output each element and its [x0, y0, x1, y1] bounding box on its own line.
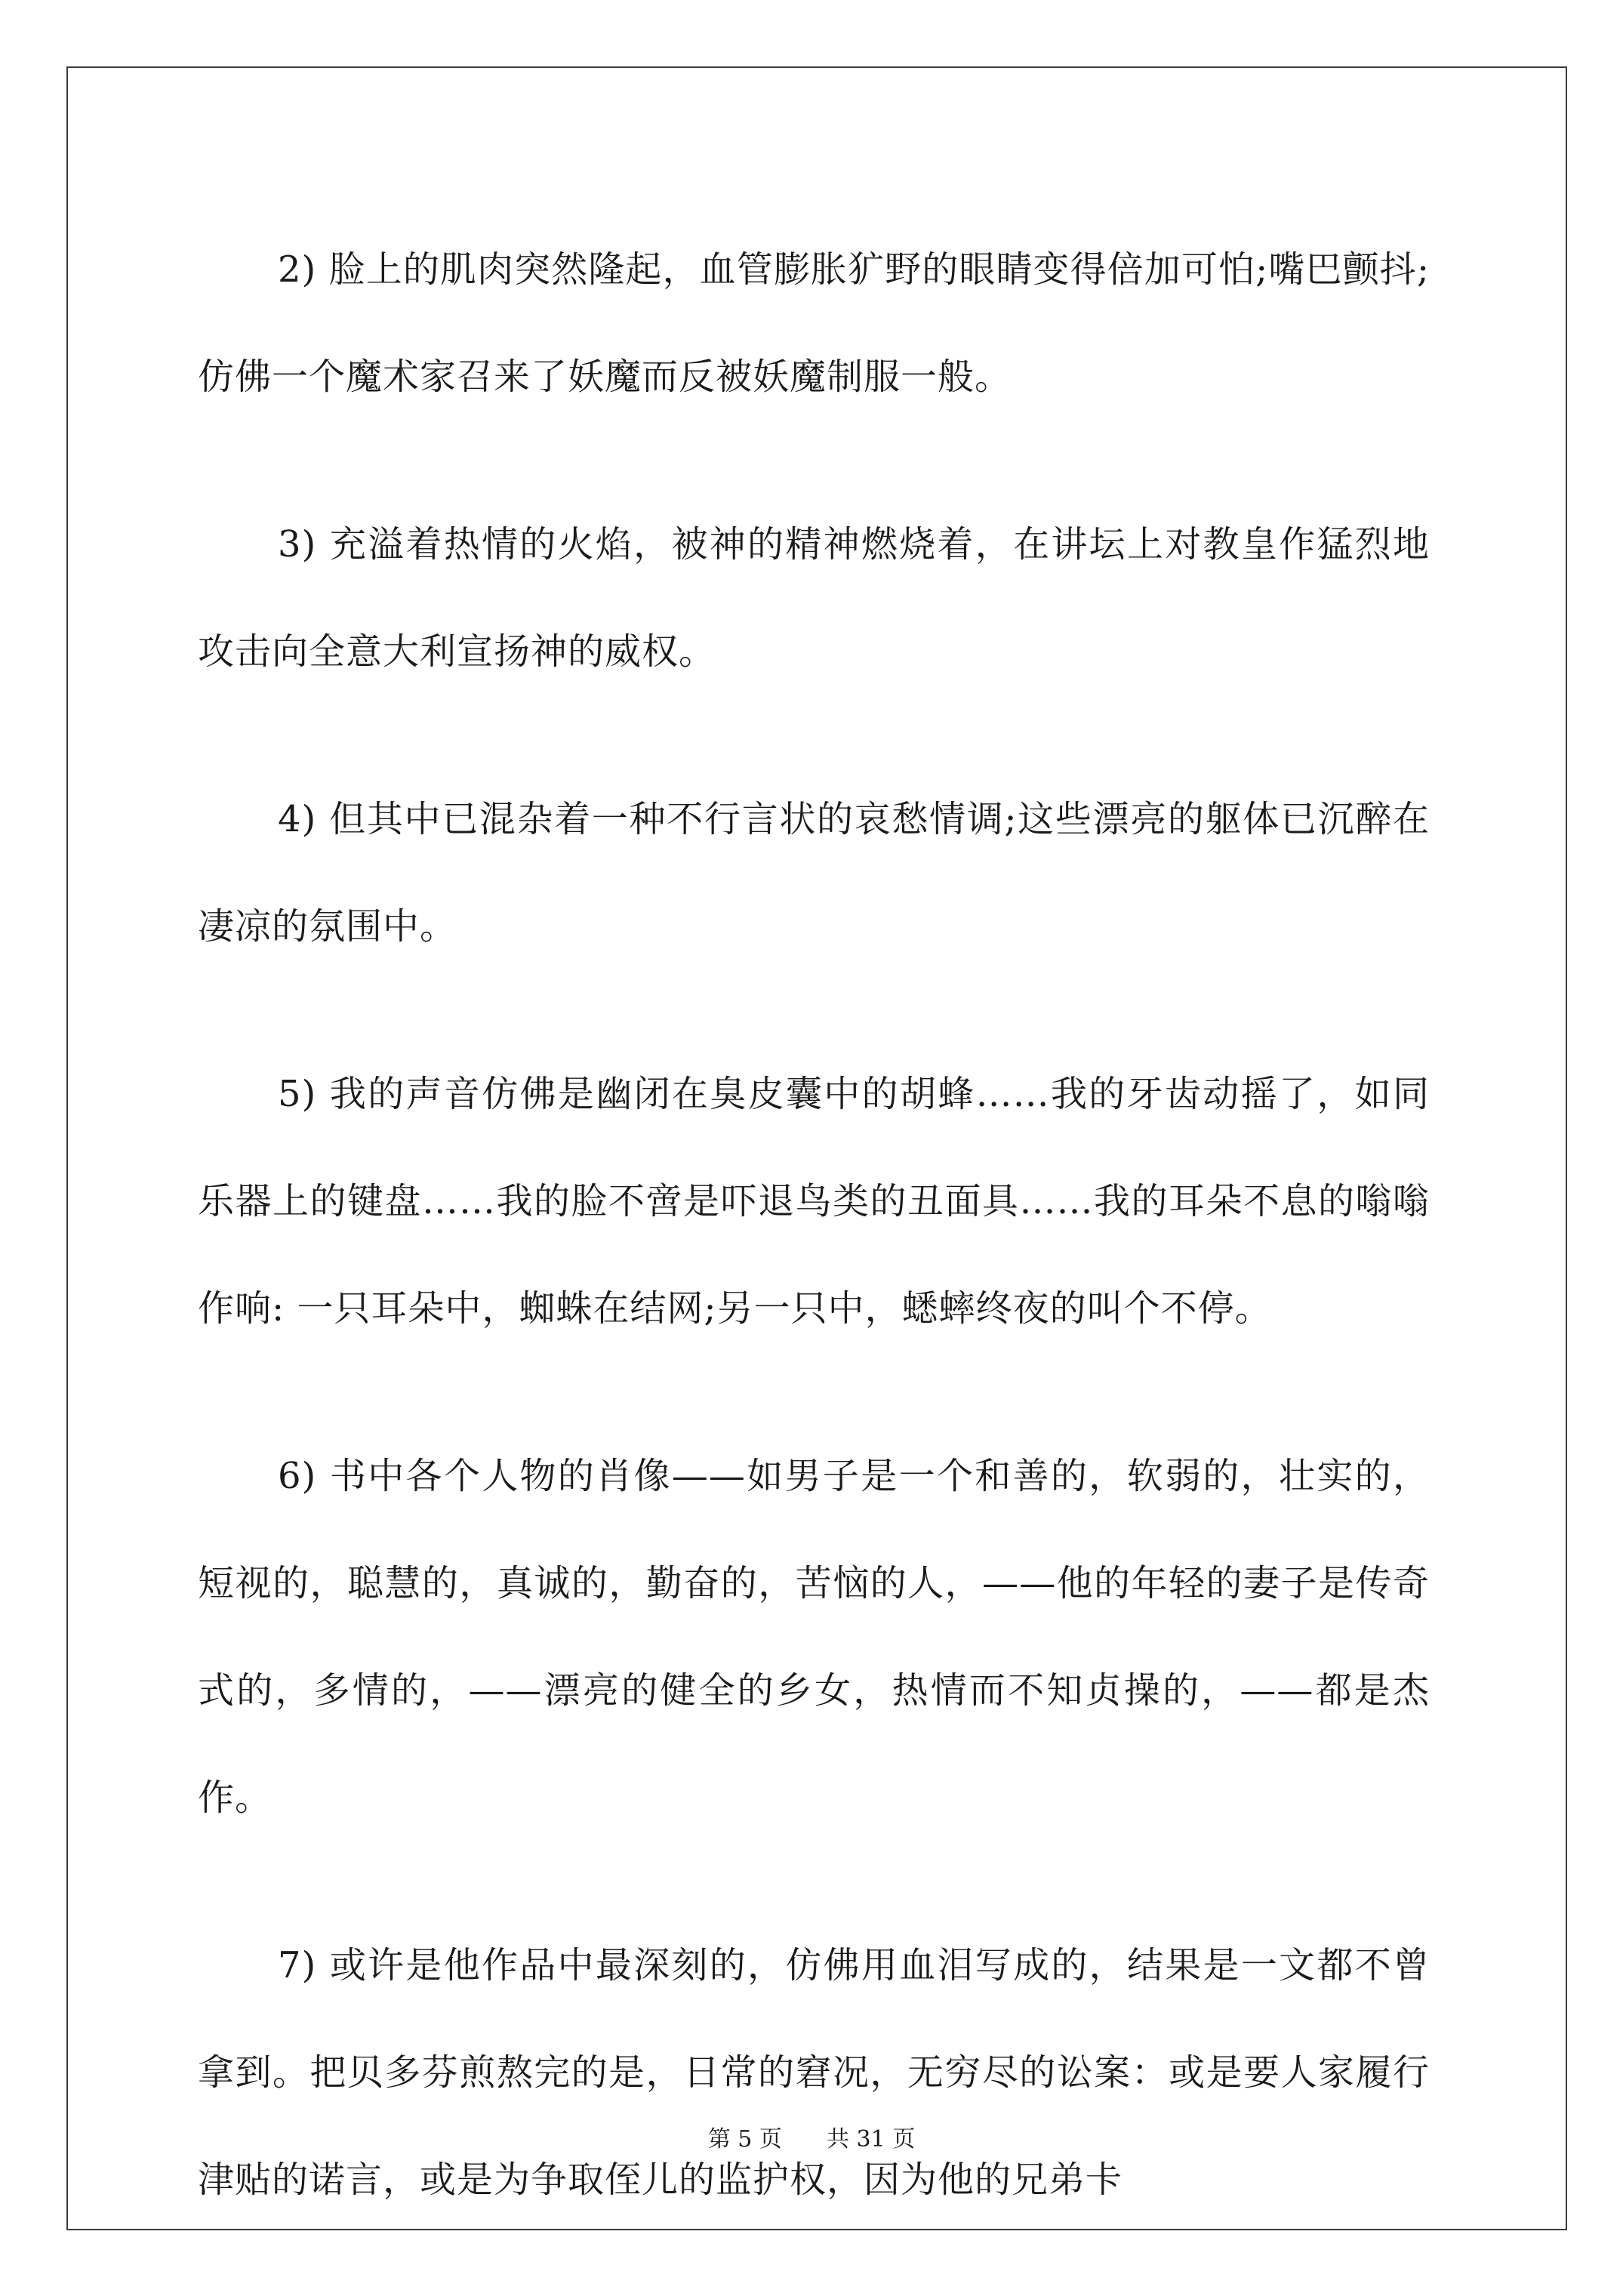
paragraph-4: 4) 但其中已混杂着一种不行言状的哀愁情调;这些漂亮的躯体已沉醉在凄凉的氛围中。 [198, 798, 1430, 948]
paragraph-3: 3) 充溢着热情的火焰，被神的精神燃烧着，在讲坛上对教皇作猛烈地攻击向全意大利宣扬神的威权。 [198, 523, 1430, 673]
paragraph-7: 7) 或许是他作品中最深刻的，仿佛用血泪写成的，结果是一文都不曾拿到。把贝多芬煎熬完的是，日常的窘况，无穷尽的讼案：或是要人家履行津贴的诺言，或是为争取侄儿的监护权，因为他的兄弟卡 [198, 1944, 1430, 2201]
document-body [198, 216, 1430, 2294]
page-total: 共 31 页 [827, 2126, 916, 2153]
page-footer [0, 2120, 1623, 2153]
page-number: 第 5 页 [707, 2126, 782, 2153]
paragraph-6: 6) 书中各个人物的肖像——如男子是一个和善的，软弱的，壮实的，短视的，聪慧的，真诚的，勤奋的，苦恼的人，——他的年轻的妻子是传奇式的，多情的，——漂亮的健全的乡女，热情而不知贞操的，——都是杰作。 [198, 1455, 1430, 1819]
paragraph-2: 2) 脸上的肌肉突然隆起，血管膨胀犷野的眼睛变得倍加可怕;嘴巴颤抖;仿佛一个魔术家召来了妖魔而反被妖魔制服一般。 [198, 248, 1430, 398]
paragraph-5: 5) 我的声音仿佛是幽闭在臭皮囊中的胡蜂……我的牙齿动摇了，如同乐器上的键盘……我的脸不啻是吓退鸟类的丑面具……我的耳朵不息的嗡嗡作响: 一只耳朵中，蜘蛛在结网;另一只中，蟋蟀终夜的叫个不停。 [198, 1073, 1430, 1330]
